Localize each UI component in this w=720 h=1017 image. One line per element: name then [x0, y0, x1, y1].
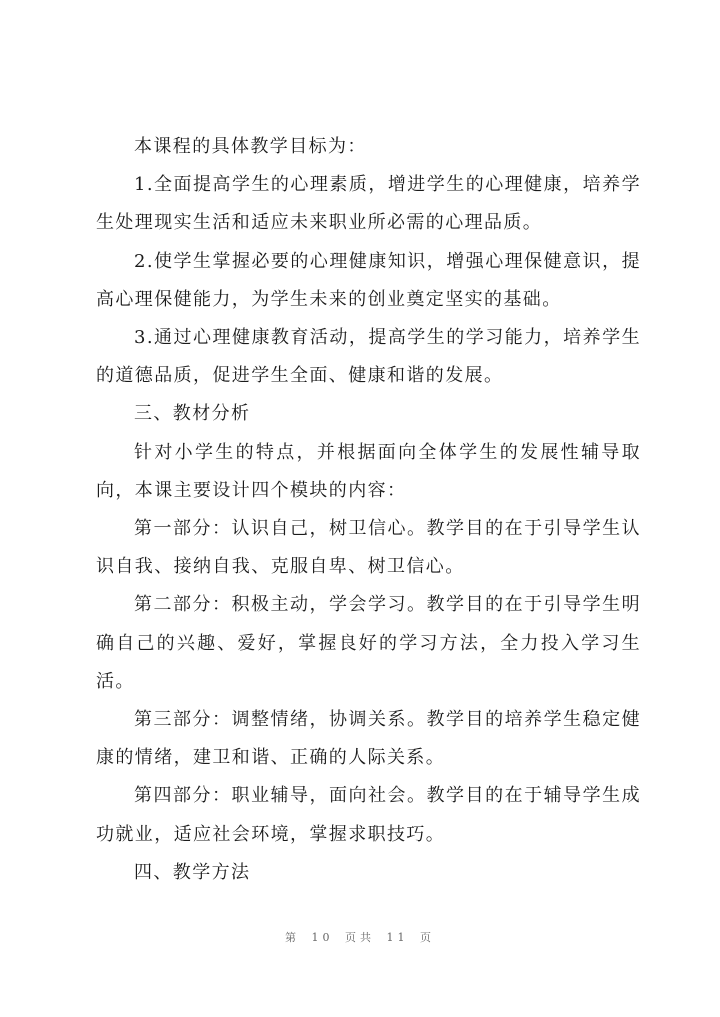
paragraph-materials-intro: 针对小学生的特点，并根据面向全体学生的发展性辅导取向，本课主要设计四个模块的内容： [96, 441, 641, 501]
document-body [96, 128, 641, 892]
section-heading-materials-analysis: 三、教材分析 [134, 403, 251, 425]
paragraph-goal-3: 3.通过心理健康教育活动，提高学生的学习能力，培养学生的道德品质，促进学生全面、健康和谐的发展。 [96, 327, 641, 387]
of-label: 页共 [345, 931, 375, 944]
page-label: 第 [285, 931, 300, 944]
paragraph-goal-1: 1.全面提高学生的心理素质，增进学生的心理健康，培养学生处理现实生活和适应未来职业所必需的心理品质。 [96, 174, 641, 234]
paragraph-goal-2: 2.使学生掌握必要的心理健康知识，增强心理保健意识，提高心理保健能力，为学生未来的创业奠定坚实的基础。 [96, 250, 641, 310]
page-number-footer [0, 929, 720, 945]
paragraph-part-3: 第三部分：调整情绪，协调关系。教学目的培养学生稳定健康的情绪，建卫和谐、正确的人际关系。 [96, 709, 641, 769]
paragraph-part-1: 第一部分：认识自己，树卫信心。教学目的在于引导学生认识自我、接纳自我、克服自卑、树卫信心。 [96, 518, 641, 578]
paragraph-part-4: 第四部分：职业辅导，面向社会。教学目的在于辅导学生成功就业，适应社会环境，掌握求职技巧。 [96, 785, 641, 845]
paragraph-teaching-goals-intro: 本课程的具体教学目标为： [134, 136, 367, 157]
section-heading-teaching-methods: 四、教学方法 [134, 861, 251, 883]
page-suffix: 页 [420, 931, 435, 944]
total-pages-number: 11 [386, 931, 409, 944]
current-page-number: 10 [311, 931, 334, 944]
paragraph-part-2: 第二部分：积极主动，学会学习。教学目的在于引导学生明确自己的兴趣、爱好，掌握良好的学习方法，全力投入学习生活。 [96, 594, 641, 692]
